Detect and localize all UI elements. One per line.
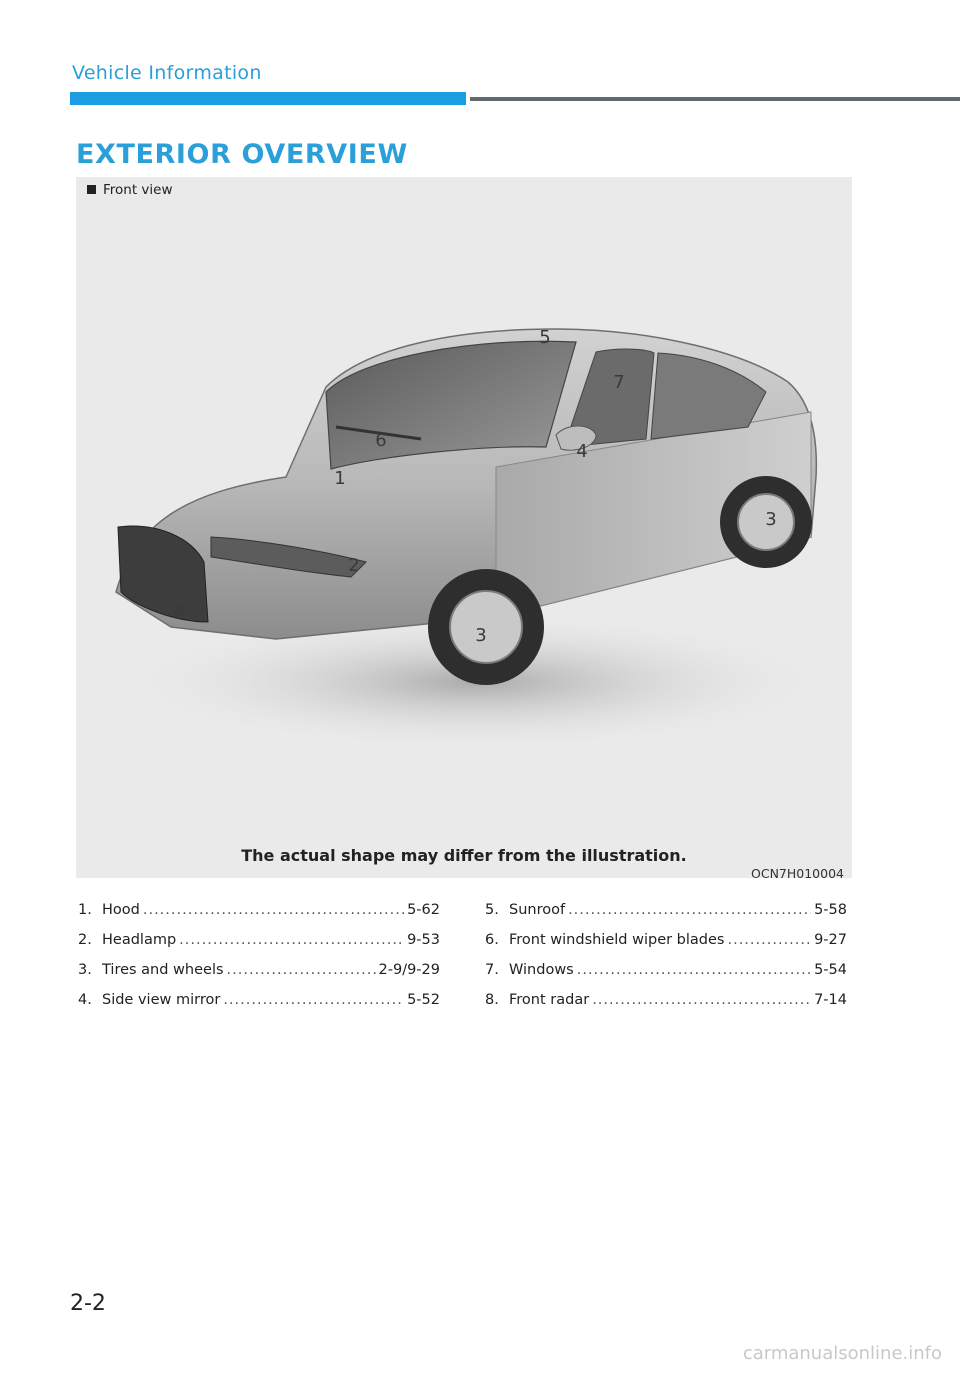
leader-dots [592, 992, 811, 1008]
part-page-ref: 5-52 [407, 992, 440, 1008]
part-number: 7. [485, 962, 499, 978]
leader-dots [179, 932, 404, 948]
part-item [485, 992, 847, 1022]
parts-list-right [485, 902, 847, 1022]
part-item [78, 962, 440, 992]
callout-sunroof: 5 [539, 327, 551, 348]
part-page-ref: 5-54 [814, 962, 847, 978]
leader-dots [143, 902, 404, 918]
part-number: 6. [485, 932, 499, 948]
square-bullet-icon [87, 185, 96, 194]
part-name: Windows [509, 962, 574, 978]
part-item [78, 902, 440, 932]
callout-windows: 7 [613, 372, 625, 393]
leader-dots [727, 932, 811, 948]
watermark: carmanualsonline.info [742, 1343, 942, 1364]
parts-list-left [78, 902, 440, 1022]
callout-hood: 1 [334, 468, 346, 489]
leader-dots [568, 902, 811, 918]
header-rule-accent [70, 92, 466, 105]
part-item [78, 932, 440, 962]
callout-rear-tire: 3 [765, 509, 777, 530]
part-item [78, 992, 440, 1022]
part-page-ref: 9-53 [407, 932, 440, 948]
header-rule [470, 97, 960, 101]
page-title: EXTERIOR OVERVIEW [76, 139, 408, 170]
figure-label [87, 182, 173, 198]
part-page-ref: 5-62 [407, 902, 440, 918]
figure-code: OCN7H010004 [751, 866, 844, 881]
part-name: Tires and wheels [102, 962, 224, 978]
section-header: Vehicle Information [72, 62, 262, 84]
callout-headlamp: 2 [348, 555, 360, 576]
part-number: 5. [485, 902, 499, 918]
figure-panel [76, 177, 852, 881]
part-number: 4. [78, 992, 92, 1008]
part-name: Front windshield wiper blades [509, 932, 725, 948]
part-number: 1. [78, 902, 92, 918]
part-page-ref: 2-9/9-29 [378, 962, 440, 978]
part-page-ref: 9-27 [814, 932, 847, 948]
part-name: Hood [102, 902, 140, 918]
leader-dots [577, 962, 811, 978]
car-illustration [76, 177, 852, 878]
part-item [485, 932, 847, 962]
part-name: Front radar [509, 992, 590, 1008]
leader-dots [223, 992, 404, 1008]
figure-caption: The actual shape may differ from the illustration. [241, 846, 687, 865]
callout-front-radar: 8 [173, 600, 185, 621]
callout-wiper-blades: 6 [375, 430, 387, 451]
part-item [485, 962, 847, 992]
part-number: 3. [78, 962, 92, 978]
part-page-ref: 7-14 [814, 992, 847, 1008]
part-number: 2. [78, 932, 92, 948]
part-item [485, 902, 847, 932]
figure-label-text: Front view [103, 182, 173, 198]
leader-dots [227, 962, 376, 978]
part-name: Sunroof [509, 902, 566, 918]
part-name: Headlamp [102, 932, 177, 948]
part-number: 8. [485, 992, 499, 1008]
callout-front-tire: 3 [475, 625, 487, 646]
part-name: Side view mirror [102, 992, 221, 1008]
part-page-ref: 5-58 [814, 902, 847, 918]
callout-side-view-mirror: 4 [576, 441, 588, 462]
page-number: 2-2 [70, 1291, 106, 1316]
